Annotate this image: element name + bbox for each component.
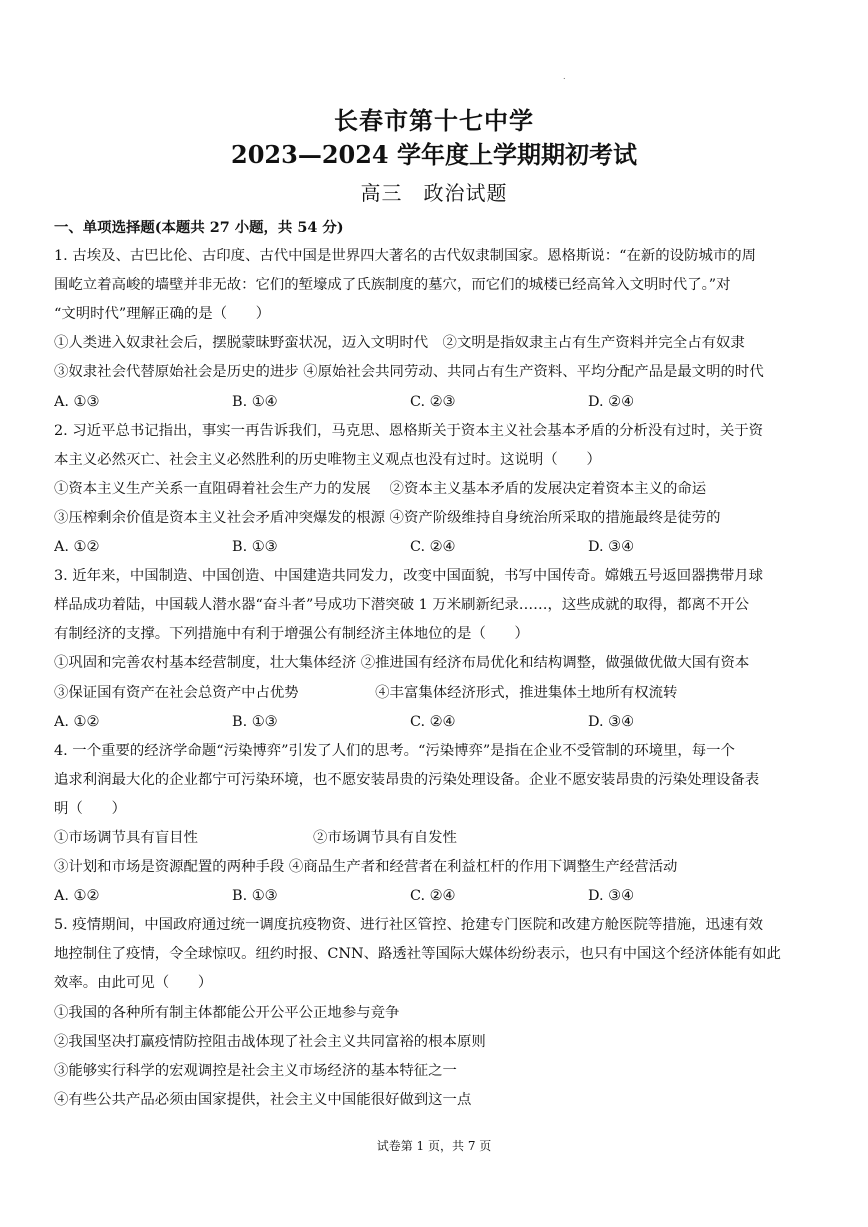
page-footer: 试卷第 1 页，共 7 页 [376,1139,492,1153]
question-line: 1. 古埃及、古巴比伦、古印度、古代中国是世界四大著名的古代奴隶制国家。恩格斯说：“在新的设防城市的周 [54,248,757,265]
section-heading: 一、单项选择题(本题共 27 小题，共 54 分) [54,219,344,236]
answer-option: C. ②④ [410,888,456,905]
answer-options [54,533,824,562]
question-line: 有制经济的支撑。下列措施中有利于增强公有制经济主体地位的是（ ） [54,626,529,643]
question-line: ②我国坚决打赢疫情防控阻击战体现了社会主义共同富裕的根本原则 [54,1033,486,1050]
answer-option: A. ①③ [54,393,100,410]
question-line: 5. 疫情期间，中国政府通过统一调度抗疫物资、进行社区管控、抢建专门医院和改建方舱医院等措施，迅速有效 [54,917,764,934]
answer-option: B. ①④ [232,393,278,410]
question-line: 围屹立着高峻的墙壁并非无故：它们的堑壕成了氏族制度的墓穴，而它们的城楼已经高耸入文明时代了。”对 [54,277,731,294]
question-body [54,213,824,1115]
answer-options [54,708,824,737]
answer-option: B. ①③ [232,713,278,730]
question-line: ①资本主义生产关系一直阻碍着社会生产力的发展 ②资本主义基本矛盾的发展决定着资本主义的命运 [54,480,707,497]
answer-option: D. ③④ [588,888,634,905]
question-line: 追求利润最大化的企业都宁可污染环境，也不愿安装昂贵的污染处理设备。企业不愿安装昂贵的污染处理设备表 [54,771,760,788]
question-line: ③保证国有资产在社会总资产中占优势 ④丰富集体经济形式，推进集体土地所有权流转 [54,684,678,701]
question-line: “文明时代”理解正确的是（ ） [54,306,271,323]
answer-option: A. ①② [54,888,100,905]
answer-options [54,882,824,911]
answer-option: D. ②④ [588,393,634,410]
question-line: 本主义必然灭亡、社会主义必然胜利的历史唯物主义观点也没有过时。这说明（ ） [54,451,601,468]
answer-option: A. ①② [54,713,100,730]
question-line: ③奴隶社会代替原始社会是历史的进步 ④原始社会共同劳动、共同占有生产资料、平均分配产品是最文明的时代 [54,364,764,381]
question-line: 地控制住了疫情，令全球惊叹。纽约时报、CNN、路透社等国际大媒体纷纷表示，也只有中国这个经济体能有如此 [54,946,781,963]
school-title: 长春市第十七中学 [334,106,534,135]
question-line: ①巩固和完善农村基本经营制度，壮大集体经济 ②推进国有经济布局优化和结构调整，做强做优做大国有资本 [54,655,750,672]
question-line: ①市场调节具有盲目性 ②市场调节具有自发性 [54,829,457,846]
question-line: 3. 近年来，中国制造、中国创造、中国建造共同发力，改变中国面貌，书写中国传奇。嫦娥五号返回器携带月球 [54,568,764,585]
answer-option: C. ②③ [410,393,456,410]
answer-option: C. ②④ [410,713,456,730]
scan-dot: . [563,72,566,81]
answer-option: D. ③④ [588,713,634,730]
question-line: 明（ ） [54,800,126,817]
exam-title: 2023—2024 学年度上学期期初考试 [231,140,637,169]
answer-option: D. ③④ [588,539,634,556]
answer-option: A. ①② [54,539,100,556]
question-line: 样品成功着陆，中国载人潜水器“奋斗者”号成功下潜突破 1 万米刷新纪录……，这些成就的取得，都离不开公 [54,597,749,614]
answer-option: B. ①③ [232,888,278,905]
question-line: ①人类进入奴隶社会后，摆脱蒙昧野蛮状况，迈入文明时代 ②文明是指奴隶主占有生产资料并完全占有奴隶 [54,335,745,352]
answer-options [54,388,824,417]
question-line: ①我国的各种所有制主体都能公开公平公正地参与竞争 [54,1004,400,1021]
question-line: ③压榨剩余价值是资本主义社会矛盾冲突爆发的根源 ④资产阶级维持自身统治所采取的措施最终是徒劳的 [54,509,721,526]
question-line: ③能够实行科学的宏观调控是社会主义市场经济的基本特征之一 [54,1062,457,1079]
question-line: ③计划和市场是资源配置的两种手段 ④商品生产者和经营者在利益杠杆的作用下调整生产经营活动 [54,859,678,876]
question-line: 4. 一个重要的经济学命题“污染博弈”引发了人们的思考。“污染博弈”是指在企业不受管制的环境里，每一个 [54,742,735,759]
answer-option: B. ①③ [232,539,278,556]
answer-option: C. ②④ [410,539,456,556]
question-line: ④有些公共产品必须由国家提供，社会主义中国能很好做到这一点 [54,1091,472,1108]
question-line: 2. 习近平总书记指出，事实一再告诉我们，马克思、恩格斯关于资本主义社会基本矛盾的分析没有过时，关于资 [54,422,764,439]
question-line: 效率。由此可见（ ） [54,975,213,992]
subject-title: 高三 政治试题 [360,181,508,205]
